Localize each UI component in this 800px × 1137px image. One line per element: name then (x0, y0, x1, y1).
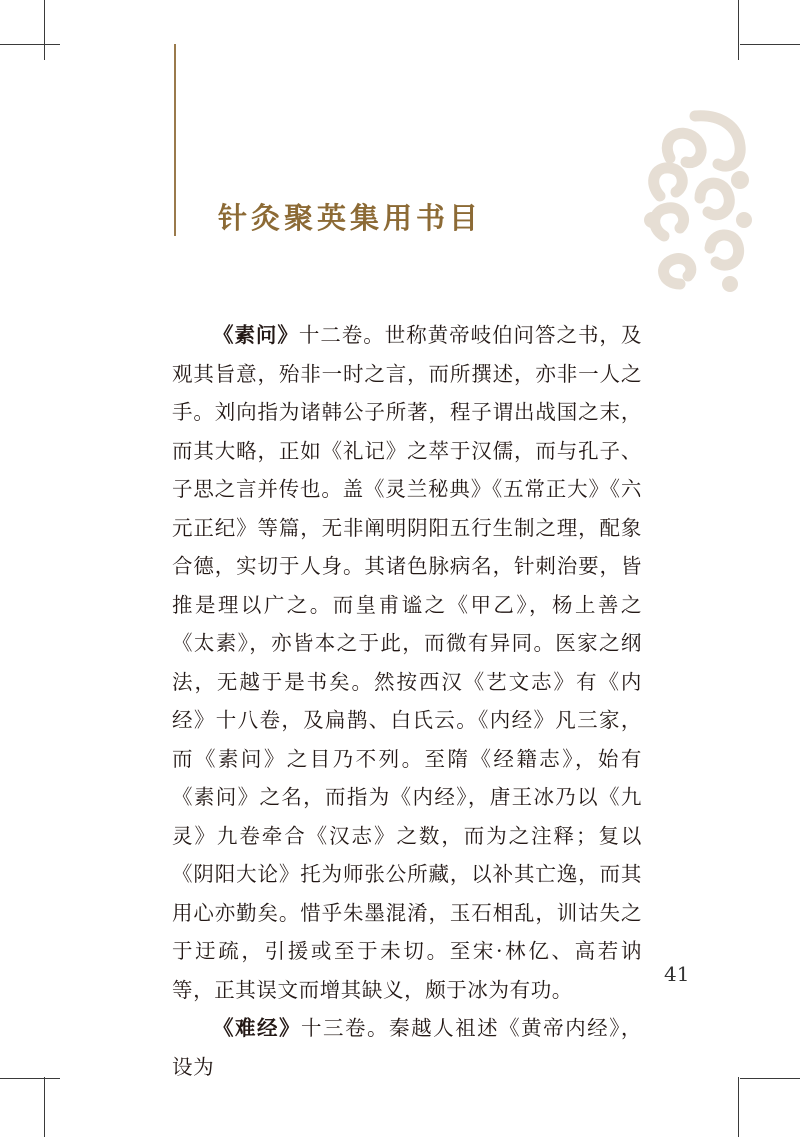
paragraph-text: 十三卷。秦越人祖述《黄帝内经》，设为 (172, 1016, 642, 1079)
body-text (172, 316, 642, 1086)
chapter-vertical-rule (174, 44, 176, 236)
book-title-nanjing: 《难经》 (213, 1016, 302, 1040)
cloud-scroll-ornament-icon (640, 108, 755, 297)
page-title: 针灸聚英集用书目 (218, 201, 483, 235)
paragraph-nanjing (172, 1009, 642, 1086)
paragraph-text: 十二卷。世称黄帝岐伯问答之书，及观其旨意，殆非一时之言，而所撰述，亦非一人之手。刘向指为诸韩公子所著，程子谓出战国之末，而其大略，正如《礼记》之萃于汉儒，而与孔子、子思之言并传也。盖《灵兰秘典》《五常正大》《六元正纪》等篇，无非阐明阴阳五行生制之理，配象合德，实切于人身。其诸色脉病名，针刺治要，皆推是理以广之。而皇甫谧之《甲乙》，杨上善之《太素》，亦皆本之于此，而微有异同。医家之纲法，无越于是书矣。然按西汉《艺文志》有《内经》十八卷，及扁鹊、白氏云。《内经》凡三家，而《素问》之目乃不列。至隋《经籍志》，始有《素问》之名，而指为《内经》，唐王冰乃以《九灵》九卷牵合《汉志》之数，而为之注释；复以《阴阳大论》托为师张公所藏，以补其亡逸，而其用心亦勤矣。惜乎朱墨混淆，玉石相乱，训诂失之于迂疏，引援或至于未切。至宋·林亿、高若讷等，正其误文而增其缺义，颇于冰为有功。 (172, 323, 642, 1002)
page-number: 41 (664, 962, 690, 986)
paragraph-suwen (172, 316, 642, 1009)
book-title-suwen: 《素问》 (213, 323, 299, 347)
